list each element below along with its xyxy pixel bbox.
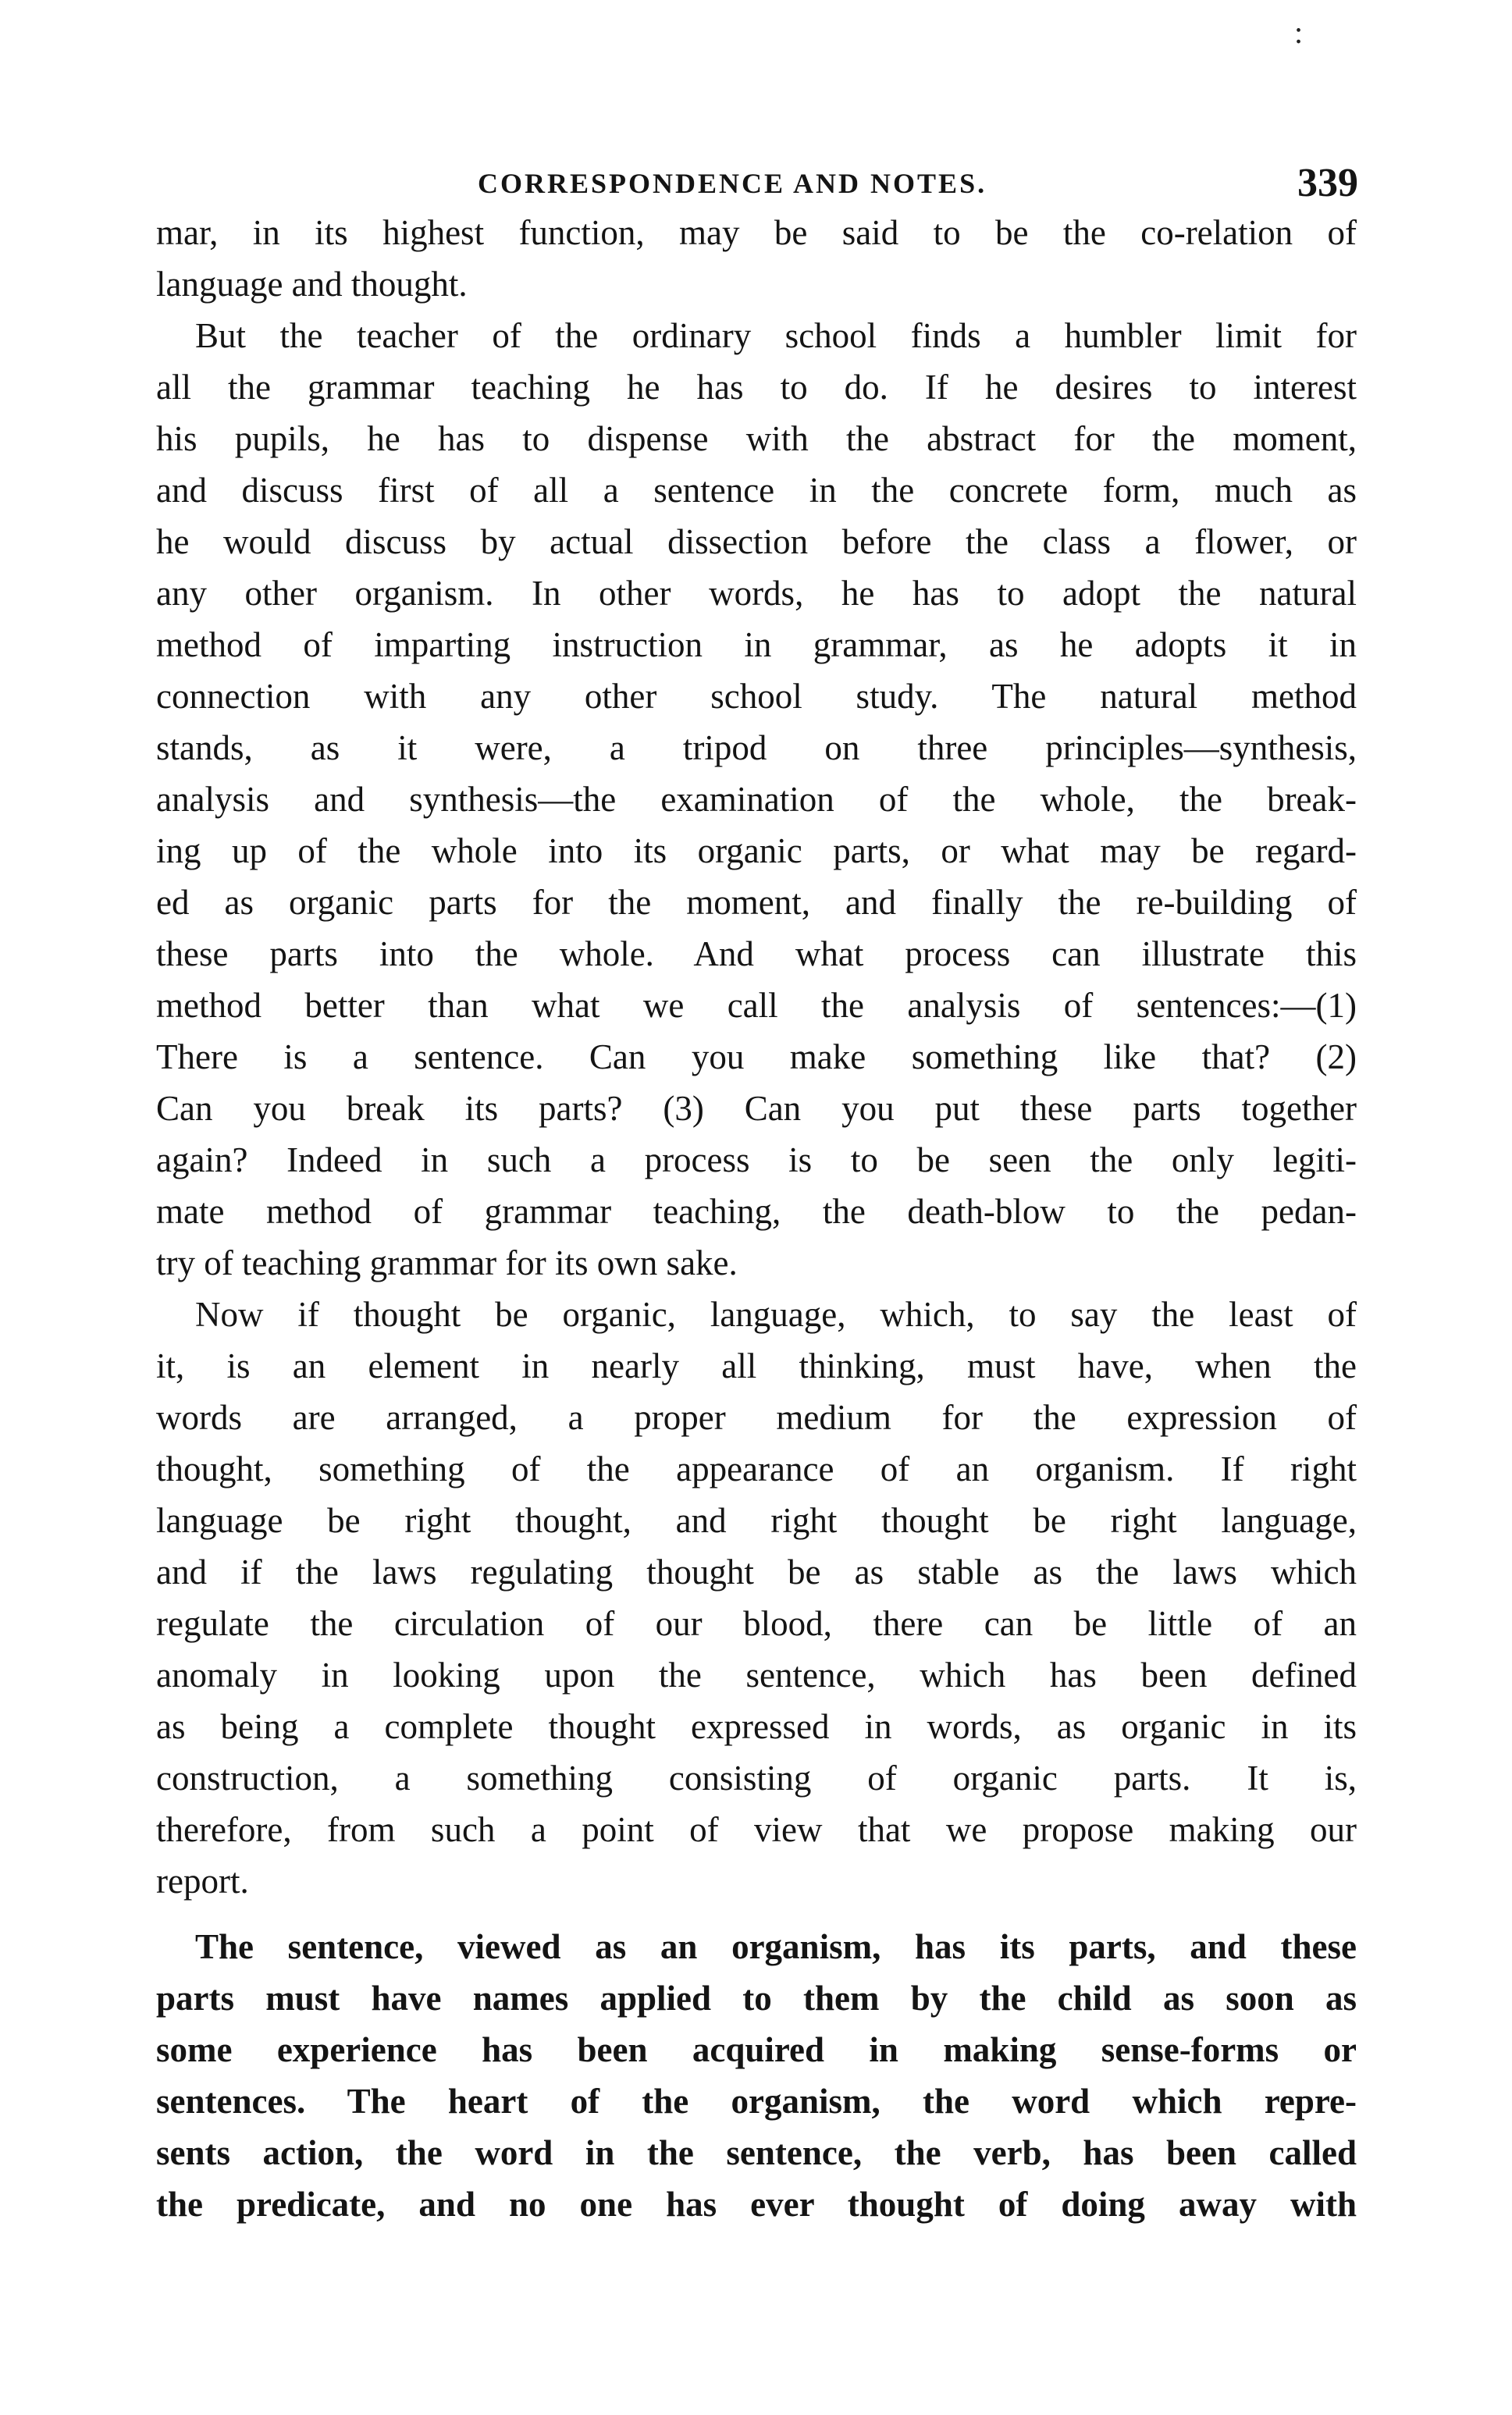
text-line: language be right thought, and right thought be right language, [156,1501,1357,1540]
text-line: ed as organic parts for the moment, and finally the re-building of [156,883,1357,922]
running-title: CORRESPONDENCE AND NOTES. [478,168,987,199]
text-line: he would discuss by actual dissection before the class a flower, or [156,522,1357,561]
text-line: analysis and synthesis—the examination of the whole, the break- [156,780,1357,819]
text-line: the predicate, and no one has ever thought of doing away with [156,2185,1357,2224]
text-line: mate method of grammar teaching, the death-blow to the pedan- [156,1192,1357,1231]
text-line: and discuss first of all a sentence in the concrete form, much as [156,471,1357,510]
text-line: as being a complete thought expressed in words, as organic in its [156,1707,1357,1746]
text-line: try of teaching grammar for its own sake. [156,1243,738,1282]
paragraph [156,310,1357,1289]
paragraph [156,1289,1357,1907]
text-line: again? Indeed in such a process is to be seen the only legiti- [156,1140,1357,1179]
page-number: 339 [1297,161,1358,205]
text-line: ing up of the whole into its organic parts, or what may be regard- [156,831,1357,870]
text-line: and if the laws regulating thought be as stable as the laws which [156,1552,1357,1592]
text-line: report. [156,1862,249,1901]
text-line: stands, as it were, a tripod on three principles—synthesis, [156,728,1357,767]
text-line: thought, something of the appearance of an organism. If right [156,1449,1357,1488]
text-line: language and thought. [156,265,468,304]
text-line: Now if thought be organic, language, which, to say the least of [195,1295,1357,1334]
text-line: connection with any other school study. The natural method [156,677,1357,716]
text-line: There is a sentence. Can you make something like that? (2) [156,1037,1357,1076]
text-line: Can you break its parts? (3) Can you put these parts together [156,1089,1357,1128]
text-line: mar, in its highest function, may be said to be the co-relation of [156,213,1357,252]
text-line: it, is an element in nearly all thinking, must have, when the [156,1346,1357,1385]
text-line: all the grammar teaching he has to do. If he desires to interest [156,368,1357,407]
text-line: construction, a something consisting of organic parts. It is, [156,1759,1357,1798]
text-line: sents action, the word in the sentence, the verb, has been called [156,2133,1357,2172]
body-text [156,207,1357,2230]
paragraph [156,207,1357,310]
text-line: regulate the circulation of our blood, there can be little of an [156,1604,1357,1643]
text-line: method of imparting instruction in grammar, as he adopts it in [156,625,1357,664]
text-line: anomaly in looking upon the sentence, which has been defined [156,1656,1357,1695]
paragraph [156,1921,1357,2230]
text-line: some experience has been acquired in making sense-forms or [156,2030,1357,2069]
text-line: method better than what we call the analysis of sentences:—(1) [156,986,1357,1025]
text-line: The sentence, viewed as an organism, has its parts, and these [195,1927,1357,1966]
corner-mark: : [1294,15,1304,50]
text-line: therefore, from such a point of view that we propose making our [156,1810,1357,1849]
text-line: any other organism. In other words, he has to adopt the natural [156,574,1357,613]
text-line: But the teacher of the ordinary school finds a humbler limit for [195,316,1357,355]
paragraph-gap [156,1907,1357,1921]
text-line: his pupils, he has to dispense with the abstract for the moment, [156,419,1357,458]
text-line: these parts into the whole. And what process can illustrate this [156,934,1357,973]
text-line: parts must have names applied to them by the child as soon as [156,1979,1357,2018]
text-line: sentences. The heart of the organism, the word which repre- [156,2082,1357,2121]
text-line: words are arranged, a proper medium for the expression of [156,1398,1357,1437]
running-head [156,160,1358,207]
